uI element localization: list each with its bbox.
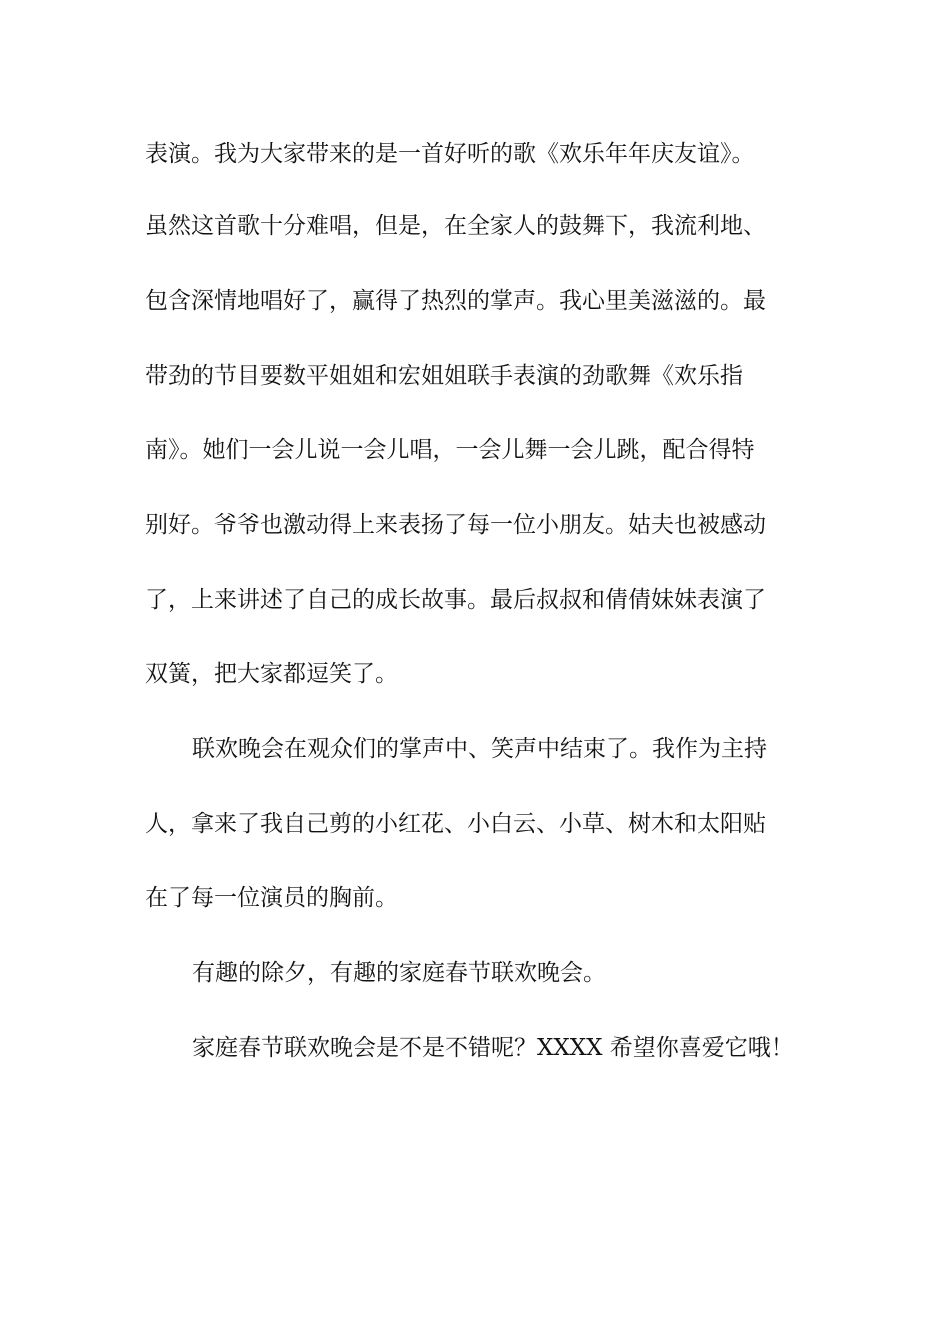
paragraph-line: 在了每一位演员的胸前。	[145, 885, 398, 911]
paragraph-line: 带劲的节目要数平姐姐和宏姐姐联手表演的劲歌舞《欢乐指	[145, 363, 743, 389]
paragraph-line: 联欢晚会在观众们的掌声中、笑声中结束了。我作为主持	[192, 736, 767, 762]
paragraph-line: 有趣的除夕，有趣的家庭春节联欢晚会。	[192, 960, 606, 986]
paragraph-line: 家庭春节联欢晚会是不是不错呢？XXXX 希望你喜爱它哦！	[192, 1035, 794, 1061]
paragraph-line: 虽然这首歌十分难唱，但是，在全家人的鼓舞下，我流利地、	[145, 213, 766, 239]
paragraph-line: 包含深情地唱好了，赢得了热烈的掌声。我心里美滋滋的。最	[145, 288, 766, 314]
paragraph-line: 了，上来讲述了自己的成长故事。最后叔叔和倩倩妹妹表演了	[145, 587, 766, 613]
paragraph-line: 别好。爷爷也激动得上来表扬了每一位小朋友。姑夫也被感动	[145, 512, 766, 538]
paragraph-line: 双簧，把大家都逗笑了。	[145, 661, 398, 687]
paragraph-line: 南》。她们一会儿说一会儿唱，一会儿舞一会儿跳，配合得特	[145, 437, 755, 463]
paragraph-line: 表演。我为大家带来的是一首好听的歌《欢乐年年庆友谊》。	[145, 141, 755, 167]
paragraph-line: 人，拿来了我自己剪的小红花、小白云、小草、树木和太阳贴	[145, 811, 766, 837]
